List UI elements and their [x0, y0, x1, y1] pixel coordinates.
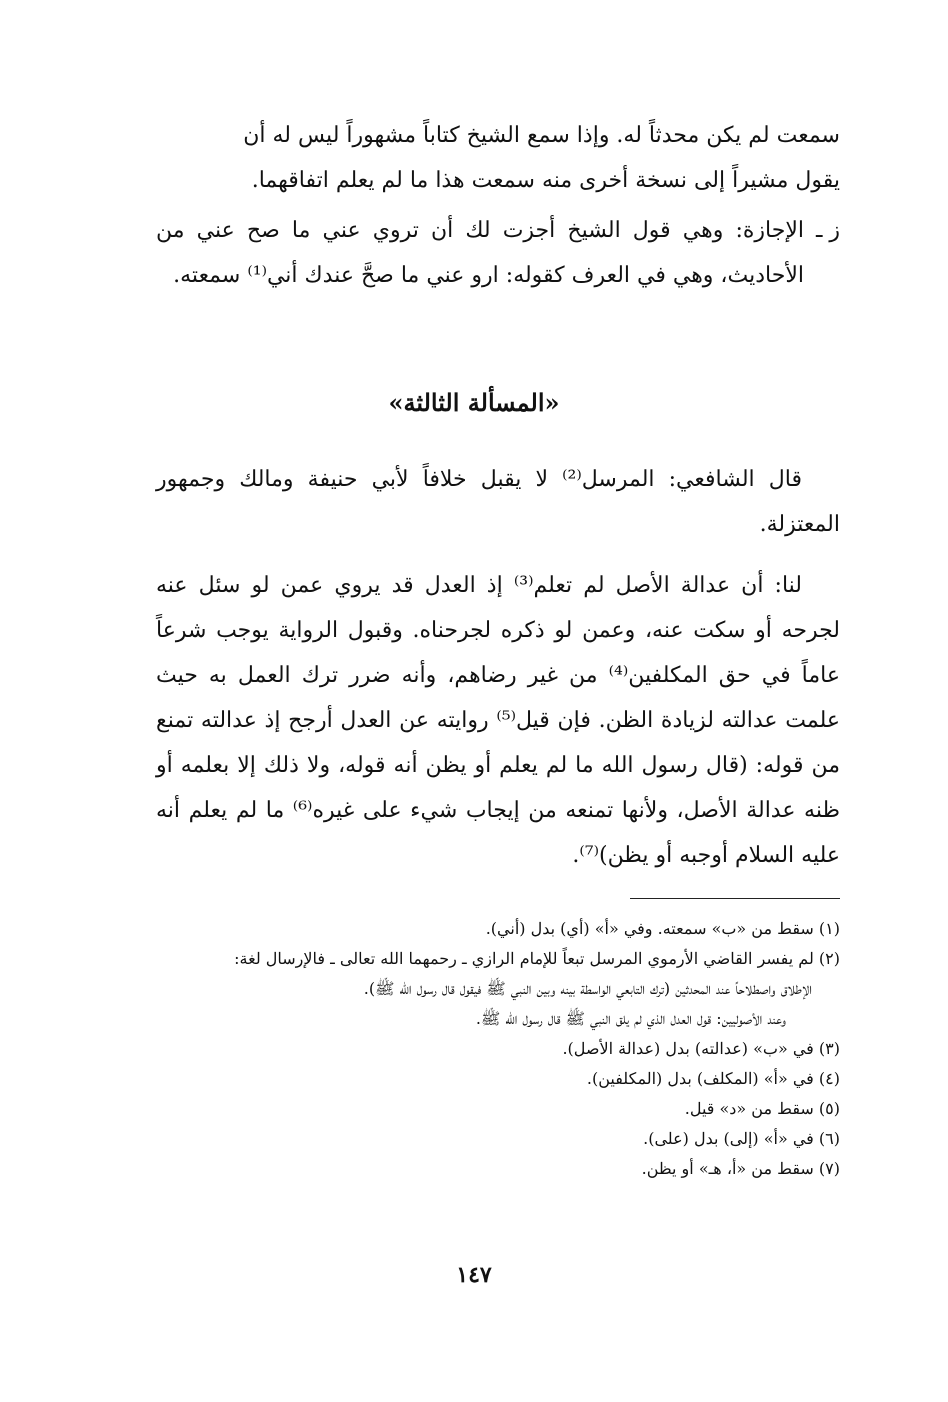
- footnote-2: (٢) لم يفسر القاضي الأرموي المرسل تبعاً للإمام الرازي ـ رحمهما الله تعالى ـ فالإرسال لغة:: [234, 949, 840, 968]
- top-line-2: يقول مشيراً إلى نسخة أخرى منه سمعت هذا ما لم يعلم اتفاقهما.: [251, 168, 840, 193]
- footnote-2-continuation: الإطلاق واصطلاحاً عند المحدثين (ترك التابعي الواسطة بينه وبين النبي ﷺ فيقول قال رسول الله ﷺ).: [363, 979, 812, 998]
- footnote-4: (٤) في «أ» (المكلف) بدل (المكلفين).: [586, 1069, 840, 1088]
- item-ijaza-text: الإجازة: وهي قول الشيخ أجزت لك أن تروي عني ما صح عني من الأحاديث، وهي في العرف كقوله: ارو عني ما صحَّ عندك أني⁽¹⁾ سمعته.: [156, 218, 804, 288]
- section-heading: «المسألة الثالثة»: [388, 388, 560, 417]
- footnote-6: (٦) في «أ» (إلى) بدل (على).: [643, 1129, 840, 1148]
- top-paragraph: [156, 113, 840, 203]
- footnote-divider: [630, 898, 840, 899]
- footnote-5: (٥) سقط من «د» قيل.: [684, 1099, 840, 1118]
- item-letter: ز ـ: [815, 218, 840, 243]
- footnote-1: (١) سقط من «ب» سمعته. وفي «أ» (أي) بدل (أني).: [485, 919, 840, 938]
- item-ijaza-body: [156, 208, 840, 298]
- footnote-2-paragraph: وعند الأصوليين: قول العدل الذي لم يلق النبي ﷺ قال رسول الله ﷺ.: [475, 1009, 786, 1028]
- footnote-7: (٧) سقط من «أ، هـ» أو يظن.: [641, 1159, 840, 1178]
- page-number: ١٤٧: [456, 1262, 492, 1288]
- paragraph-argument: لنا: أن عدالة الأصل لم تعلم⁽³⁾ إذ العدل قد يروي عمن لو سئل عنه لجرحه أو سكت عنه، وعمن لو ذكره لجرحناه. وقبول الرواية يوجب شرعاً عاماً في حق المكلفين⁽⁴⁾ من غير رضاهم، وأنه ضرر ترك العمل به حيث علمت عدالته لزيادة الظن. فإن قيل⁽⁵⁾ روايته عن العدل أرجح إذ عدالته تمنع من قوله: (قال رسول الله ما لم يعلم أو يظن أنه قوله، ولا ذلك إلا بعلمه أو ظنه عدالة الأصل، ولأنها تمنعه من إيجاب شيء على غيره⁽⁶⁾ ما لم يعلم أنه عليه السلام أوجبه أو يظن)⁽⁷⁾.: [156, 573, 841, 868]
- footnotes: [156, 914, 840, 1184]
- top-line-1: سمعت لم يكن محدثاً له. وإذا سمع الشيخ كتاباً مشهوراً ليس له أن: [243, 123, 840, 148]
- footnote-3: (٣) في «ب» (عدالته) بدل (عدالة الأصل).: [562, 1039, 840, 1058]
- item-ijaza: [156, 208, 840, 298]
- paragraph-mursal: قال الشافعي: المرسل⁽²⁾ لا يقبل خلافاً لأبي حنيفة ومالك وجمهور المعتزلة.: [156, 467, 840, 537]
